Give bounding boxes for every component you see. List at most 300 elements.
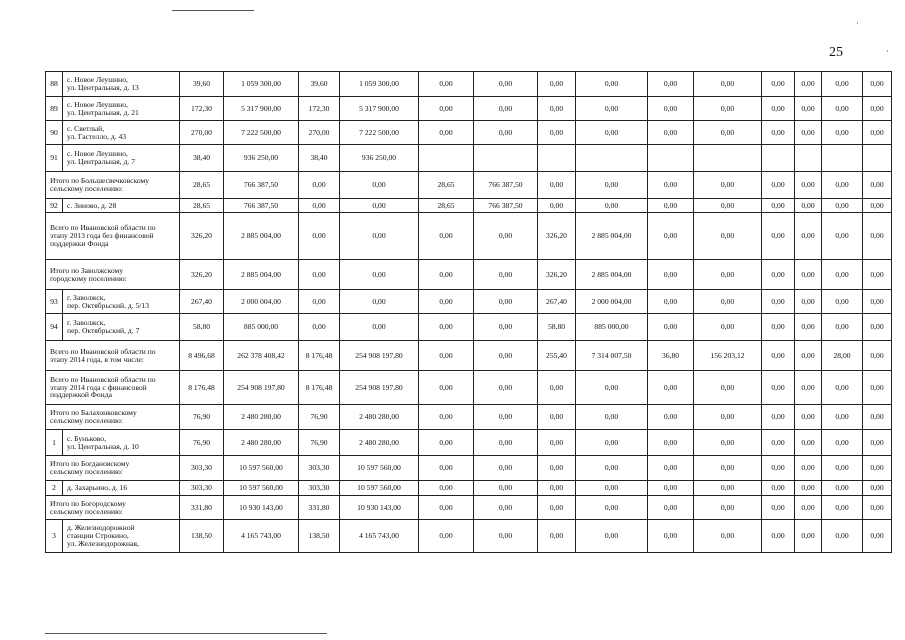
value-cell: 0,00: [863, 121, 892, 145]
value-cell: 2 000 004,00: [224, 290, 299, 314]
value-cell: 10 930 143,00: [340, 496, 419, 520]
table-row: [46, 481, 892, 496]
value-cell: 0,00: [538, 456, 576, 481]
top-rule: [172, 10, 254, 11]
value-cell: 0,00: [299, 260, 340, 290]
value-cell: 303,30: [180, 481, 224, 496]
value-cell: 38,40: [180, 145, 224, 172]
value-cell: 0,00: [822, 260, 863, 290]
value-cell: 0,00: [863, 430, 892, 456]
row-number: 88: [46, 72, 63, 97]
total-label: Всего по Ивановской области по этапу 2014 года с финансовой поддержкой Фонда: [46, 371, 180, 405]
value-cell: 5 317 900,00: [340, 97, 419, 121]
value-cell: 0,00: [419, 260, 474, 290]
value-cell: 39,60: [299, 72, 340, 97]
value-cell: 0,00: [340, 260, 419, 290]
value-cell: 326,20: [538, 213, 576, 260]
value-cell: 0,00: [419, 430, 474, 456]
value-cell: [474, 145, 538, 172]
value-cell: 0,00: [762, 520, 795, 553]
value-cell: 0,00: [762, 314, 795, 341]
value-cell: 0,00: [419, 72, 474, 97]
address-cell: с. Новое Леушино, ул. Центральная, д. 7: [63, 145, 180, 172]
value-cell: 76,90: [180, 430, 224, 456]
address-cell: д. Железнодорожной станции Строкино, ул. Железнодорожная,: [63, 520, 180, 553]
housing-program-table: [45, 71, 892, 553]
value-cell: 326,20: [538, 260, 576, 290]
value-cell: 0,00: [340, 290, 419, 314]
value-cell: 270,00: [180, 121, 224, 145]
row-number: 93: [46, 290, 63, 314]
value-cell: 0,00: [648, 430, 694, 456]
row-number: 3: [46, 520, 63, 553]
table-body: [46, 72, 892, 553]
value-cell: 0,00: [762, 290, 795, 314]
address-cell: д. Захарьино, д. 16: [63, 481, 180, 496]
value-cell: 2 885 004,00: [576, 213, 648, 260]
value-cell: 0,00: [795, 520, 822, 553]
value-cell: 36,80: [648, 341, 694, 371]
value-cell: 2 480 280,00: [340, 405, 419, 430]
value-cell: 0,00: [762, 260, 795, 290]
value-cell: 10 930 143,00: [224, 496, 299, 520]
value-cell: 0,00: [474, 314, 538, 341]
value-cell: 326,20: [180, 260, 224, 290]
value-cell: 0,00: [762, 172, 795, 199]
value-cell: 0,00: [340, 314, 419, 341]
value-cell: 0,00: [538, 496, 576, 520]
value-cell: 0,00: [762, 213, 795, 260]
value-cell: 0,00: [863, 405, 892, 430]
value-cell: 0,00: [648, 199, 694, 213]
value-cell: 5 317 900,00: [224, 97, 299, 121]
value-cell: 0,00: [474, 341, 538, 371]
total-label: Всего по Ивановской области по этапу 2013 года без финансовой поддержки Фонда: [46, 213, 180, 260]
value-cell: 58,80: [180, 314, 224, 341]
value-cell: 0,00: [694, 97, 762, 121]
value-cell: 1 059 300,00: [224, 72, 299, 97]
value-cell: 303,30: [299, 481, 340, 496]
value-cell: 0,00: [474, 97, 538, 121]
table-row: [46, 520, 892, 553]
value-cell: 0,00: [538, 430, 576, 456]
address-cell: г. Заволжск, пер. Октябрьский, д. 5/13: [63, 290, 180, 314]
value-cell: 0,00: [795, 213, 822, 260]
total-row: [46, 405, 892, 430]
value-cell: 0,00: [576, 121, 648, 145]
value-cell: 0,00: [340, 199, 419, 213]
value-cell: 2 480 280,00: [224, 405, 299, 430]
value-cell: 0,00: [538, 199, 576, 213]
value-cell: 0,00: [694, 121, 762, 145]
value-cell: 0,00: [694, 430, 762, 456]
value-cell: 0,00: [419, 496, 474, 520]
value-cell: 0,00: [795, 371, 822, 405]
value-cell: 28,65: [419, 172, 474, 199]
value-cell: 0,00: [299, 199, 340, 213]
value-cell: 0,00: [648, 260, 694, 290]
value-cell: 0,00: [648, 496, 694, 520]
value-cell: 0,00: [538, 72, 576, 97]
table-row: [46, 97, 892, 121]
value-cell: 0,00: [795, 290, 822, 314]
value-cell: 0,00: [576, 97, 648, 121]
table-row: [46, 72, 892, 97]
value-cell: 0,00: [694, 496, 762, 520]
value-cell: 303,30: [299, 456, 340, 481]
value-cell: 0,00: [694, 172, 762, 199]
value-cell: 2 885 004,00: [224, 260, 299, 290]
row-number: 94: [46, 314, 63, 341]
total-row: [46, 172, 892, 199]
value-cell: 303,30: [180, 456, 224, 481]
value-cell: 0,00: [419, 520, 474, 553]
value-cell: 0,00: [419, 456, 474, 481]
value-cell: 0,00: [474, 121, 538, 145]
value-cell: 0,00: [863, 496, 892, 520]
value-cell: 0,00: [694, 213, 762, 260]
value-cell: 0,00: [795, 405, 822, 430]
table-row: [46, 314, 892, 341]
row-number: 2: [46, 481, 63, 496]
value-cell: 0,00: [822, 430, 863, 456]
row-number: 91: [46, 145, 63, 172]
table-row: [46, 121, 892, 145]
value-cell: 2 885 004,00: [576, 260, 648, 290]
value-cell: [576, 145, 648, 172]
value-cell: 38,40: [299, 145, 340, 172]
table-row: [46, 430, 892, 456]
value-cell: 0,00: [822, 72, 863, 97]
row-number: 89: [46, 97, 63, 121]
value-cell: 0,00: [795, 496, 822, 520]
row-number: 90: [46, 121, 63, 145]
value-cell: 0,00: [648, 481, 694, 496]
value-cell: 0,00: [694, 314, 762, 341]
page-number: 25: [829, 45, 843, 60]
value-cell: 0,00: [795, 314, 822, 341]
value-cell: 8 176,48: [180, 371, 224, 405]
value-cell: [863, 145, 892, 172]
value-cell: 0,00: [474, 213, 538, 260]
value-cell: 0,00: [863, 199, 892, 213]
value-cell: 0,00: [822, 172, 863, 199]
value-cell: 0,00: [648, 121, 694, 145]
table-row: [46, 145, 892, 172]
value-cell: 0,00: [762, 405, 795, 430]
value-cell: 0,00: [762, 496, 795, 520]
total-label: Итого по Богородскому сельскому поселению:: [46, 496, 180, 520]
value-cell: 0,00: [474, 72, 538, 97]
value-cell: 0,00: [299, 290, 340, 314]
value-cell: 0,00: [863, 72, 892, 97]
value-cell: 0,00: [340, 213, 419, 260]
value-cell: 2 480 280,00: [224, 430, 299, 456]
value-cell: [694, 145, 762, 172]
value-cell: 0,00: [795, 72, 822, 97]
value-cell: 0,00: [419, 371, 474, 405]
value-cell: 0,00: [576, 456, 648, 481]
value-cell: 0,00: [538, 481, 576, 496]
value-cell: 4 165 743,00: [224, 520, 299, 553]
value-cell: 0,00: [474, 520, 538, 553]
value-cell: 0,00: [648, 290, 694, 314]
value-cell: [822, 145, 863, 172]
value-cell: 138,50: [180, 520, 224, 553]
value-cell: 766 387,50: [474, 172, 538, 199]
value-cell: [419, 145, 474, 172]
value-cell: 0,00: [863, 314, 892, 341]
value-cell: 76,90: [180, 405, 224, 430]
value-cell: 28,65: [180, 172, 224, 199]
value-cell: 0,00: [419, 341, 474, 371]
value-cell: 0,00: [538, 405, 576, 430]
value-cell: 0,00: [863, 341, 892, 371]
value-cell: 0,00: [474, 260, 538, 290]
value-cell: 0,00: [694, 199, 762, 213]
value-cell: 0,00: [762, 121, 795, 145]
value-cell: 0,00: [863, 481, 892, 496]
value-cell: 0,00: [474, 371, 538, 405]
value-cell: 0,00: [762, 430, 795, 456]
value-cell: 0,00: [822, 314, 863, 341]
value-cell: 0,00: [538, 121, 576, 145]
address-cell: с. Зиново, д. 28: [63, 199, 180, 213]
value-cell: 7 222 500,00: [224, 121, 299, 145]
value-cell: 28,65: [419, 199, 474, 213]
total-label: Всего по Ивановской области по этапу 2014 года, в том числе:: [46, 341, 180, 371]
bottom-rule: [45, 633, 327, 634]
value-cell: 8 176,48: [299, 341, 340, 371]
value-cell: 8 176,48: [299, 371, 340, 405]
value-cell: 10 597 560,00: [340, 456, 419, 481]
value-cell: 0,00: [822, 371, 863, 405]
table-row: [46, 199, 892, 213]
value-cell: 936 250,00: [224, 145, 299, 172]
value-cell: 766 387,50: [474, 199, 538, 213]
value-cell: 1 059 300,00: [340, 72, 419, 97]
value-cell: 885 000,00: [576, 314, 648, 341]
value-cell: 0,00: [762, 199, 795, 213]
value-cell: 331,80: [180, 496, 224, 520]
value-cell: 0,00: [538, 172, 576, 199]
value-cell: 0,00: [762, 481, 795, 496]
value-cell: 10 597 560,00: [224, 456, 299, 481]
value-cell: 885 000,00: [224, 314, 299, 341]
value-cell: 7 222 500,00: [340, 121, 419, 145]
value-cell: 766 387,50: [224, 199, 299, 213]
value-cell: 0,00: [694, 405, 762, 430]
value-cell: 0,00: [822, 456, 863, 481]
value-cell: [648, 145, 694, 172]
scan-speck: ·: [856, 18, 859, 28]
row-number: 92: [46, 199, 63, 213]
value-cell: 0,00: [795, 121, 822, 145]
value-cell: 0,00: [538, 520, 576, 553]
value-cell: 0,00: [694, 371, 762, 405]
value-cell: 0,00: [762, 72, 795, 97]
value-cell: 0,00: [795, 481, 822, 496]
value-cell: 0,00: [419, 405, 474, 430]
value-cell: 0,00: [795, 172, 822, 199]
value-cell: 0,00: [538, 97, 576, 121]
value-cell: 0,00: [419, 314, 474, 341]
value-cell: 0,00: [474, 496, 538, 520]
value-cell: 0,00: [822, 405, 863, 430]
value-cell: 28,65: [180, 199, 224, 213]
value-cell: 0,00: [419, 121, 474, 145]
value-cell: 0,00: [419, 213, 474, 260]
value-cell: 0,00: [822, 199, 863, 213]
value-cell: 0,00: [648, 405, 694, 430]
value-cell: 267,40: [538, 290, 576, 314]
value-cell: 331,80: [299, 496, 340, 520]
value-cell: 0,00: [795, 260, 822, 290]
address-cell: г. Заволжск, пер. Октябрьский, д. 7: [63, 314, 180, 341]
value-cell: 0,00: [762, 456, 795, 481]
total-row: [46, 371, 892, 405]
row-number: 1: [46, 430, 63, 456]
address-cell: с. Буньково, ул. Центральная, д. 10: [63, 430, 180, 456]
total-row: [46, 213, 892, 260]
value-cell: 0,00: [419, 97, 474, 121]
value-cell: 0,00: [863, 520, 892, 553]
total-label: Итого по Богдановскому сельскому поселению:: [46, 456, 180, 481]
value-cell: 0,00: [648, 314, 694, 341]
value-cell: 0,00: [795, 341, 822, 371]
value-cell: 0,00: [694, 481, 762, 496]
value-cell: 0,00: [576, 496, 648, 520]
value-cell: 76,90: [299, 405, 340, 430]
value-cell: 254 908 197,80: [340, 371, 419, 405]
value-cell: 0,00: [863, 260, 892, 290]
value-cell: 0,00: [762, 341, 795, 371]
total-label: Итого по Балахонковскому сельскому поселению:: [46, 405, 180, 430]
value-cell: 2 885 004,00: [224, 213, 299, 260]
value-cell: 76,90: [299, 430, 340, 456]
value-cell: 0,00: [538, 371, 576, 405]
value-cell: 0,00: [576, 172, 648, 199]
value-cell: 0,00: [694, 456, 762, 481]
value-cell: 172,30: [299, 97, 340, 121]
address-cell: с. Новое Леушино, ул. Центральная, д. 13: [63, 72, 180, 97]
value-cell: 0,00: [863, 290, 892, 314]
value-cell: 0,00: [822, 520, 863, 553]
value-cell: 0,00: [648, 520, 694, 553]
value-cell: 10 597 560,00: [224, 481, 299, 496]
value-cell: 0,00: [795, 97, 822, 121]
value-cell: 0,00: [863, 213, 892, 260]
value-cell: 0,00: [419, 290, 474, 314]
value-cell: 0,00: [340, 172, 419, 199]
value-cell: 267,40: [180, 290, 224, 314]
value-cell: 766 387,50: [224, 172, 299, 199]
total-row: [46, 341, 892, 371]
scan-speck: ·: [886, 46, 889, 56]
value-cell: 4 165 743,00: [340, 520, 419, 553]
value-cell: 0,00: [863, 456, 892, 481]
value-cell: 0,00: [474, 290, 538, 314]
value-cell: 0,00: [694, 260, 762, 290]
value-cell: [538, 145, 576, 172]
value-cell: 0,00: [576, 520, 648, 553]
value-cell: 0,00: [474, 456, 538, 481]
value-cell: 0,00: [648, 172, 694, 199]
value-cell: 10 597 560,00: [340, 481, 419, 496]
value-cell: 0,00: [863, 371, 892, 405]
value-cell: 0,00: [822, 290, 863, 314]
value-cell: 0,00: [576, 199, 648, 213]
value-cell: 0,00: [648, 456, 694, 481]
value-cell: 0,00: [762, 371, 795, 405]
value-cell: 0,00: [299, 314, 340, 341]
value-cell: 138,50: [299, 520, 340, 553]
value-cell: 0,00: [576, 72, 648, 97]
value-cell: 0,00: [822, 97, 863, 121]
total-row: [46, 456, 892, 481]
value-cell: [762, 145, 795, 172]
value-cell: 28,00: [822, 341, 863, 371]
table-row: [46, 290, 892, 314]
value-cell: 0,00: [822, 213, 863, 260]
value-cell: 0,00: [648, 213, 694, 260]
value-cell: 262 378 408,42: [224, 341, 299, 371]
value-cell: 0,00: [474, 430, 538, 456]
value-cell: 255,40: [538, 341, 576, 371]
total-row: [46, 496, 892, 520]
value-cell: 0,00: [474, 481, 538, 496]
value-cell: 0,00: [822, 496, 863, 520]
value-cell: 0,00: [474, 405, 538, 430]
value-cell: 0,00: [648, 371, 694, 405]
value-cell: 0,00: [694, 520, 762, 553]
value-cell: 254 908 197,80: [224, 371, 299, 405]
value-cell: 0,00: [795, 199, 822, 213]
value-cell: 2 000 004,00: [576, 290, 648, 314]
value-cell: 0,00: [299, 172, 340, 199]
value-cell: 0,00: [863, 172, 892, 199]
value-cell: 0,00: [648, 72, 694, 97]
value-cell: 0,00: [576, 481, 648, 496]
value-cell: 2 480 280,00: [340, 430, 419, 456]
value-cell: 0,00: [694, 72, 762, 97]
value-cell: 0,00: [795, 456, 822, 481]
value-cell: 58,80: [538, 314, 576, 341]
value-cell: 0,00: [648, 97, 694, 121]
value-cell: 8 496,68: [180, 341, 224, 371]
value-cell: 0,00: [795, 430, 822, 456]
address-cell: с. Светлый, ул. Гастелло, д. 43: [63, 121, 180, 145]
value-cell: 270,00: [299, 121, 340, 145]
total-label: Итого по Заволжскому городскому поселению:: [46, 260, 180, 290]
value-cell: 0,00: [762, 97, 795, 121]
value-cell: 254 908 197,80: [340, 341, 419, 371]
value-cell: 7 314 007,50: [576, 341, 648, 371]
value-cell: 0,00: [576, 371, 648, 405]
total-row: [46, 260, 892, 290]
value-cell: 0,00: [576, 405, 648, 430]
value-cell: 936 250,00: [340, 145, 419, 172]
total-label: Итого по Большесвечковскому сельскому поселению:: [46, 172, 180, 199]
value-cell: 156 203,12: [694, 341, 762, 371]
value-cell: 0,00: [822, 121, 863, 145]
value-cell: 0,00: [299, 213, 340, 260]
value-cell: 39,60: [180, 72, 224, 97]
address-cell: с. Новое Леушино, ул. Центральная, д. 21: [63, 97, 180, 121]
value-cell: 0,00: [419, 481, 474, 496]
value-cell: 326,20: [180, 213, 224, 260]
value-cell: 0,00: [863, 97, 892, 121]
